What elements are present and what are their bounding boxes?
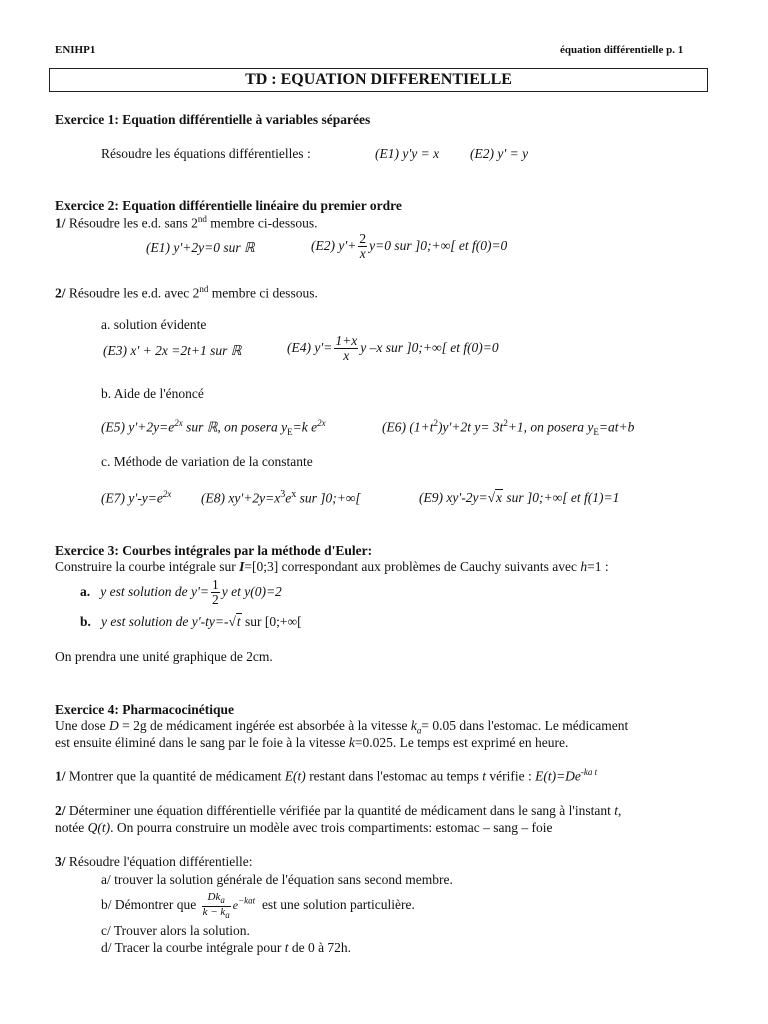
ex2-e9-radicand (495, 489, 503, 506)
ex1-eq2 (470, 146, 528, 162)
ex4-q2-b: , (618, 803, 622, 818)
ex4-q3-ld-a: d/ Tracer la courbe intégrale pour (101, 940, 285, 955)
ex4-q3-lb-den-text: k − k (202, 905, 226, 918)
ex2-q2-text-a: Résoudre les e.d. avec 2 (65, 285, 200, 301)
ex4-q3 (55, 854, 253, 870)
ex2-q1-text-a: Résoudre les e.d. sans 2 (65, 215, 198, 231)
ex4-q3-la: a/ trouver la solution générale de l'équation sans second membre. (101, 872, 453, 887)
ex3-a-label: a. (80, 583, 91, 599)
ex4-q3-ld-b: de 0 à 72h. (288, 940, 352, 955)
ex2-e5-sup2 (317, 418, 326, 428)
ex2-q2-sup: nd (199, 284, 209, 294)
ex2-e4-a: (E4) y'= (287, 339, 333, 355)
ex2-eq-e6 (382, 418, 634, 437)
ex4-p1-a: Une dose (55, 718, 109, 733)
ex2-b-label: b. Aide de l'énoncé (101, 386, 204, 401)
ex1-heading: Exercice 1: Equation différentielle à variables séparées (55, 112, 371, 127)
ex3-a-frac (211, 578, 220, 607)
ex4-p1-ksub: a (416, 725, 422, 736)
ex2-e4-b: y –x sur ]0;+∞[ et f(0)=0 (360, 339, 499, 355)
header-right: équation différentielle p. 1 (560, 44, 684, 56)
ex2-e5-a: (E5) y'+2y=e (101, 419, 175, 435)
ex2-q1-sup: nd (197, 214, 207, 224)
ex3-item-b (80, 613, 302, 630)
ex2-eq-e9 (419, 489, 619, 506)
ex2-e6-b: )y'+2t y= 3t (437, 419, 504, 435)
ex3-a-text-a: y est solution de y'= (100, 583, 209, 599)
ex2-e2-a: (E2) y'+ (311, 237, 357, 253)
ex2-eq-e3 (103, 343, 241, 359)
ex4-q2-line2 (55, 820, 553, 836)
ex4-q3-num: 3/ (55, 854, 66, 869)
ex4-q3-lb-numsub: a (220, 895, 225, 906)
ex4-q3-lb-densub: a (225, 909, 230, 920)
ex2-e5-c: =k e (292, 419, 318, 435)
ex4-q3-ld (101, 940, 351, 956)
ex3-b-text-b: sur [0;+∞[ (241, 614, 302, 629)
ex4-p1-c: = 0.05 dans l'estomac. Le médicament (421, 718, 629, 733)
ex4-q2-line2-b: . On pourra construire un modèle avec trois compartiments: estomac – sang – foie (110, 820, 553, 835)
ex3-line-h: h (580, 559, 588, 574)
ex3-unit: On prendra une unité graphique de 2cm. (55, 649, 273, 664)
ex2-q1-num: 1/ (55, 215, 66, 231)
ex4-q3-lb-expsup: −kat (238, 895, 256, 906)
ex2-e9-b: sur ]0;+∞[ et f(1)=1 (503, 490, 620, 505)
ex2-e6-sup: 2 (433, 418, 438, 428)
header-left: ENIHP1 (55, 44, 96, 56)
ex2-e2-b: y=0 sur ]0;+∞[ et f(0)=0 (369, 237, 508, 253)
ex2-q1-text-b: membre ci-dessous. (206, 215, 318, 231)
ex4-q3-lb-num (202, 892, 231, 907)
ex4-p1 (55, 718, 628, 736)
ex3-a-den: 2 (211, 592, 219, 608)
ex4-p2-b: =0.025. Le temps est exprimé en heure. (354, 735, 569, 750)
ex3-line (55, 559, 609, 575)
ex2-e1-text: (E1) y'+2y=0 sur ℝ (146, 240, 255, 255)
ex4-q2-line2-a: notée (55, 820, 88, 835)
ex4-q3-lb-den (202, 907, 231, 921)
ex2-e8-a: (E8) xy'+2y=x (201, 490, 281, 506)
ex2-e7-sup-text: 2x (162, 489, 172, 499)
ex4-q3-lb-frac (202, 892, 231, 920)
ex4-q1-t: t (482, 768, 486, 784)
sqrt-icon: √ (487, 490, 496, 505)
ex4-q3-lb (101, 892, 415, 920)
ex3-line-b: =[0;3] correspondant aux problèmes de Cauchy suivants avec (244, 559, 581, 574)
ex2-e8-sup2: x (291, 489, 297, 500)
ex2-e4-num-text: 1+x (335, 333, 358, 348)
ex2-e2-frac (358, 232, 367, 261)
ex3-line-I: I (239, 559, 245, 574)
ex4-p1-k: k (410, 718, 417, 733)
ex2-e5-sub: E (287, 427, 293, 438)
ex2-heading: Exercice 2: Equation différentielle linéaire du premier ordre (55, 198, 402, 213)
ex4-q3-lb-exp: e (232, 898, 239, 913)
ex4-q2-a: Déterminer une équation différentielle vérifiée par la quantité de médicament dans le sang à l'instant (65, 803, 615, 818)
ex4-p2 (55, 735, 568, 751)
ex2-eq-e1 (146, 240, 255, 256)
ex4-p2-k: k (348, 735, 355, 750)
ex3-line-a: Construire la courbe intégrale sur (55, 559, 240, 574)
ex2-e8-c: sur ]0;+∞[ (296, 490, 361, 506)
ex4-q3-ld-t: t (284, 940, 289, 955)
ex2-q2-text-b: membre ci dessous. (208, 285, 318, 301)
ex3-line-c: =1 : (587, 559, 609, 574)
ex2-eq-e8 (201, 489, 361, 507)
ex4-q1-Et: E(t) (284, 768, 306, 784)
ex2-e3-text: (E3) x' + 2x =2t+1 sur ℝ (103, 343, 242, 358)
ex2-q2-num: 2/ (55, 285, 66, 301)
ex2-e6-sub: E (593, 427, 599, 438)
ex1-eq2-text: (E2) y' = y (470, 146, 529, 161)
ex2-e6-d: =at+b (598, 419, 635, 435)
ex2-eq-e4 (287, 334, 499, 363)
ex2-eq-e7 (101, 489, 171, 507)
ex4-q1-a: Montrer que la quantité de médicament (65, 768, 285, 784)
ex3-a-num: 1 (211, 577, 219, 592)
ex2-q2 (55, 284, 318, 302)
sqrt-icon: √ (228, 614, 236, 629)
ex2-e4-num (334, 334, 358, 349)
ex3-item-a (80, 578, 282, 607)
ex4-heading: Exercice 4: Pharmacocinétique (55, 702, 234, 717)
ex1-eq1 (375, 146, 439, 162)
ex4-q2-t: t (614, 803, 618, 818)
ex2-e9-a: (E9) xy'-2y= (419, 490, 488, 505)
ex4-p1-b: = 2g de médicament ingérée est absorbée à la vitesse (118, 718, 411, 733)
ex2-q1 (55, 214, 317, 232)
ex2-e9-rad-text: x (496, 490, 503, 505)
ex1-eq1-text: (E1) y'y = x (375, 146, 440, 161)
ex3-a-text-b: y et y(0)=2 (221, 583, 282, 599)
ex2-eq-e2 (311, 232, 507, 261)
ex2-c-label: c. Méthode de variation de la constante (101, 454, 313, 469)
ex4-q1 (55, 767, 597, 785)
ex2-e5-sup (174, 418, 183, 428)
ex2-e2-den-text: x (359, 246, 366, 262)
ex4-q2 (55, 803, 621, 819)
ex4-p2-a: est ensuite éliminé dans le sang par le foie à la vitesse (55, 735, 349, 750)
ex4-q1-sup: -ka t (580, 767, 598, 777)
ex2-e6-a: (E6) (1+t (382, 419, 434, 435)
ex2-e5-sup2-text: 2x (317, 418, 326, 428)
ex4-q3-a: Résoudre l'équation différentielle: (65, 854, 253, 869)
ex2-eq-e5 (101, 418, 326, 437)
ex2-e4-den (334, 349, 358, 363)
page-title: TD : EQUATION DIFFERENTIELLE (49, 68, 708, 92)
ex4-q3-lb-a: b/ Démontrer que (101, 897, 197, 913)
ex4-q3-lc: c/ Trouver alors la solution. (101, 923, 250, 938)
ex2-e2-den (358, 247, 367, 261)
ex2-e8-b: e (285, 490, 292, 506)
ex2-e2-num: 2 (359, 231, 367, 246)
ex2-e4-den-text: x (343, 348, 350, 364)
ex4-q1-b: restant dans l'estomac au temps (305, 768, 483, 784)
ex4-q1-eq: E(t)=De (535, 768, 581, 784)
ex4-q3-lb-num-text: Dk (207, 891, 221, 903)
ex2-a-label: a. solution évidente (101, 317, 207, 332)
ex3-b-label: b. (80, 614, 91, 629)
ex2-e6-sup2: 2 (503, 418, 508, 428)
ex4-q3-lb-b: est une solution particulière. (261, 897, 415, 913)
ex3-b-text-a: y est solution de y'-ty=- (101, 614, 229, 629)
ex3-heading: Exercice 3: Courbes intégrales par la méthode d'Euler: (55, 543, 373, 558)
ex2-e7-a: (E7) y'-y=e (101, 490, 163, 506)
ex3-b-rad-text: t (236, 614, 241, 629)
ex1-line: Résoudre les équations différentielles : (101, 146, 311, 161)
ex4-q2-Q: Q(t) (87, 820, 111, 835)
ex2-e8-sup: 3 (280, 489, 286, 500)
ex4-q1-num: 1/ (55, 768, 66, 784)
ex2-e4-frac (334, 334, 358, 363)
ex2-e7-sup (163, 489, 172, 499)
ex4-p1-D: D (109, 718, 119, 733)
ex2-e6-c: +1, on posera y (507, 419, 594, 435)
ex2-e5-sup-text: 2x (174, 418, 183, 428)
ex4-q2-num: 2/ (55, 803, 66, 818)
ex4-q1-c: vérifie : (485, 768, 536, 784)
ex2-e5-b: sur ℝ, on posera y (182, 419, 288, 435)
